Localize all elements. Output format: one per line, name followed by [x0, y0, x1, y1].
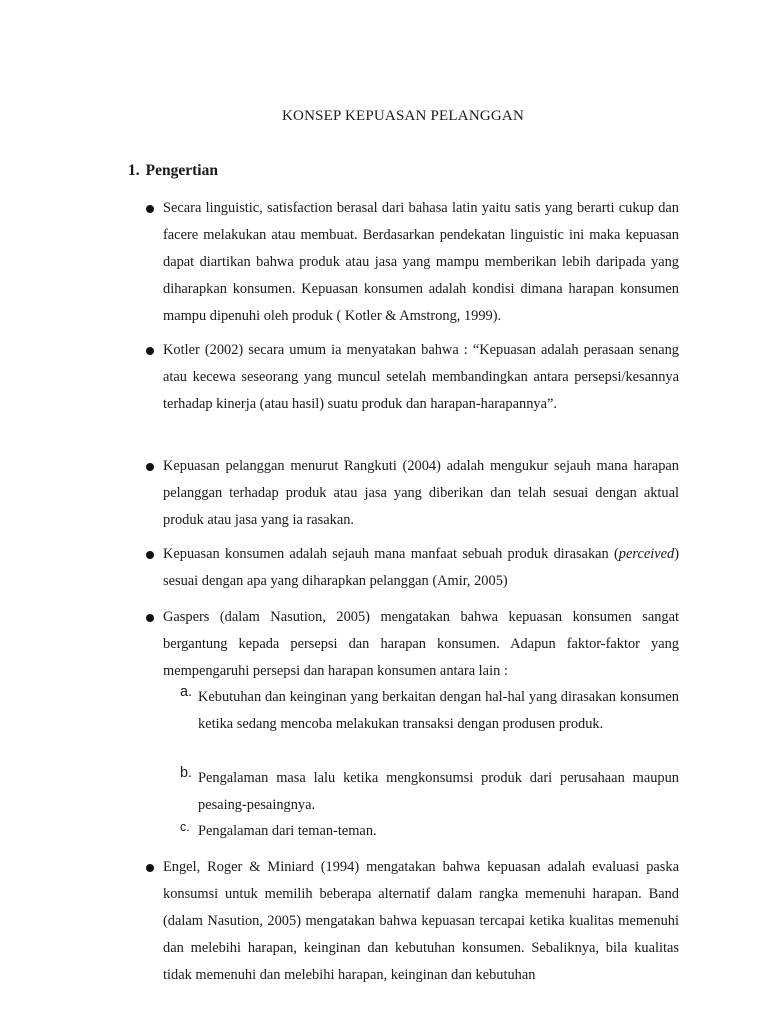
bullet-dot — [146, 864, 154, 872]
sub-item-c: Pengalaman dari teman-teman. — [198, 823, 377, 839]
bullet-paragraph-5: Gaspers (dalam Nasution, 2005) mengatakan bahwa kepuasan konsumen sangat bergantung kepada persepsi dan harapan konsumen. Adapun faktor-faktor yang mempengaruhi persepsi dan harapan konsumen antara lain : — [163, 609, 679, 679]
bullet-paragraph-2: Kotler (2002) secara umum ia menyatakan bahwa : “Kepuasan adalah perasaan senang atau kecewa seseorang yang muncul setelah membandingkan antara persepsi/kesannya terhadap kinerja (atau hasil) suatu produk dan harapan-harapannya”. — [163, 342, 679, 412]
bullet-4-text-end: ) sesuai dengan apa yang diharapkan pelanggan (Amir, 2005) — [163, 546, 679, 589]
sub-item-b: Pengalaman masa lalu ketika mengkonsumsi produk dari perusahaan maupun pesaing-pesaingnya. — [198, 770, 679, 813]
bullet-4-italic-term: perceived — [618, 546, 675, 562]
bullet-dot — [146, 347, 154, 355]
section-title: Pengertian — [145, 162, 218, 179]
bullet-4-text-start: Kepuasan konsumen adalah sejauh mana manfaat sebuah produk dirasakan ( — [163, 546, 619, 562]
sub-item-marker-b: b. — [180, 765, 193, 781]
bullet-paragraph-3: Kepuasan pelanggan menurut Rangkuti (2004) adalah mengukur sejauh mana harapan pelanggan terhadap produk atau jasa yang diberikan dan telah sesuai dengan aktual produk atau jasa yang ia rasakan. — [163, 458, 679, 528]
sub-item-marker-c: c. — [180, 820, 190, 834]
section-heading — [128, 162, 218, 180]
bullet-paragraph-6: Engel, Roger & Miniard (1994) mengatakan bahwa kepuasan adalah evaluasi paska konsumsi untuk memilih beberapa alternatif dalam rangka memenuhi harapan. Band (dalam Nasution, 2005) mengatakan bahwa kepuasan tercapai ketika kualitas memenuhi dan melebihi harapan, keinginan dan kebutuhan konsumen. Sebaliknya, bila kualitas tidak memenuhi dan melebihi harapan, keinginan dan kebutuhan — [163, 859, 679, 983]
sub-item-marker-a: a. — [180, 684, 193, 700]
bullet-dot — [146, 614, 154, 622]
bullet-dot — [146, 551, 154, 559]
document-title: KONSEP KEPUASAN PELANGGAN — [282, 108, 524, 124]
section-number: 1. — [128, 162, 140, 179]
bullet-paragraph-1: Secara linguistic, satisfaction berasal dari bahasa latin yaitu satis yang berarti cukup dan facere melakukan atau membuat. Berdasarkan pendekatan linguistic ini maka kepuasan dapat diartikan bahwa produk atau jasa yang mampu memberikan lebih daripada yang diharapkan konsumen. Kepuasan konsumen adalah kondisi dimana harapan konsumen mampu dipenuhi oleh produk ( Kotler & Amstrong, 1999). — [163, 200, 679, 324]
bullet-paragraph-4 — [163, 541, 679, 595]
bullet-dot — [146, 205, 154, 213]
bullet-dot — [146, 463, 154, 471]
sub-item-a: Kebutuhan dan keinginan yang berkaitan dengan hal-hal yang dirasakan konsumen ketika sedang mencoba melakukan transaksi dengan produsen produk. — [198, 689, 679, 732]
